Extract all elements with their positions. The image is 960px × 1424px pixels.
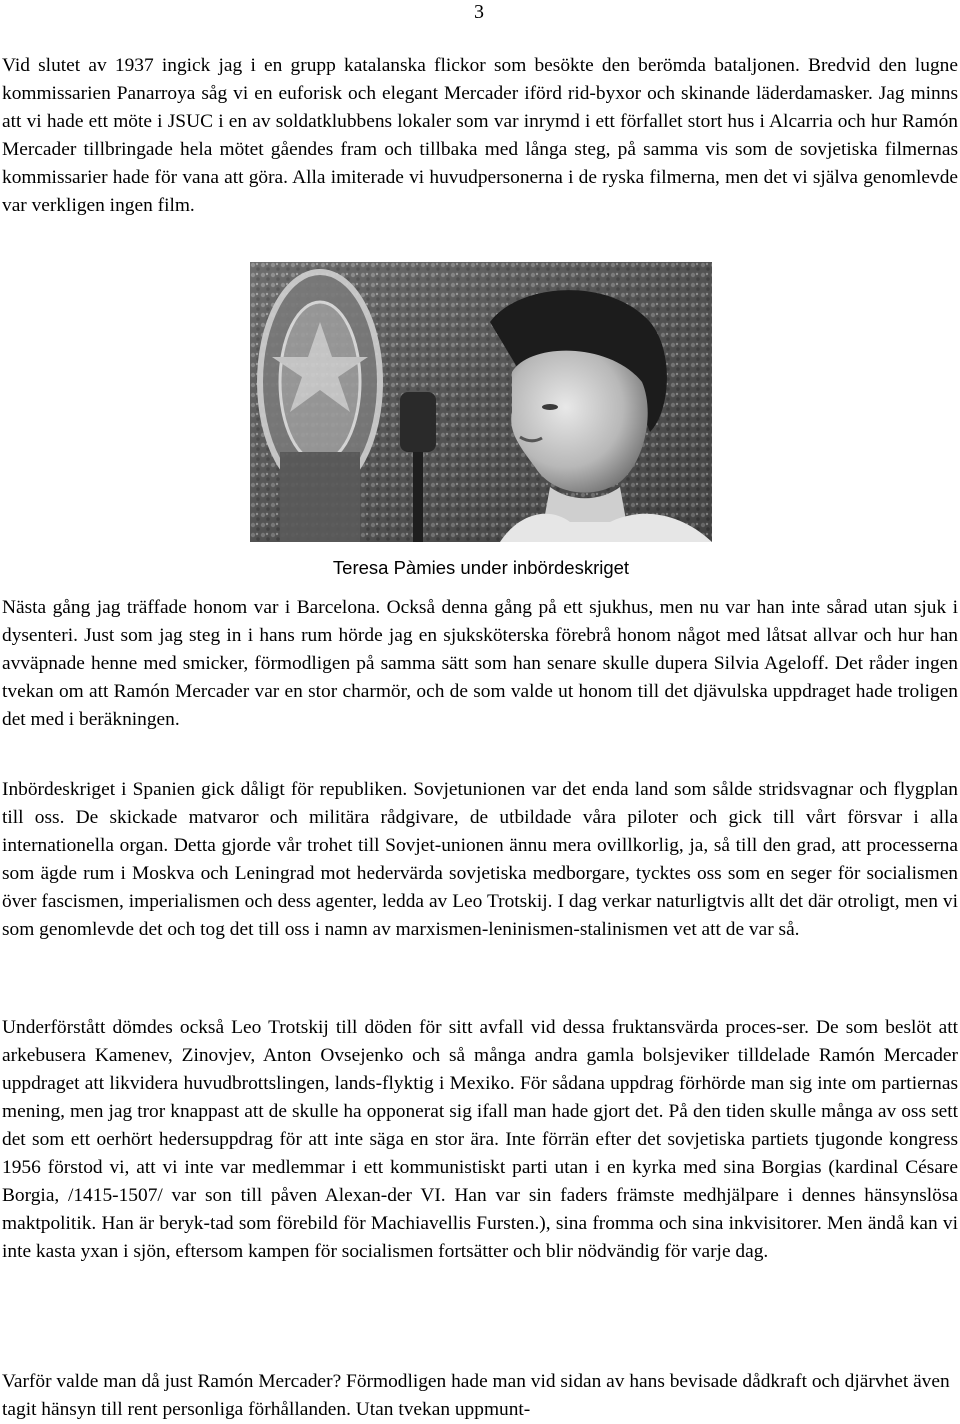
photo-teresa-pamies — [250, 262, 712, 542]
figure-caption: Teresa Pàmies under inbördeskriget — [332, 557, 630, 578]
paragraph-3: Inbördeskriget i Spanien gick dåligt för republiken. Sovjetunionen var det enda land som sålde stridsvagnar och flygplan till oss. De skickade matvaror och militära rådgivare, de utbildade våra piloter och gick till vårt försvar i alla internationella organ. Detta gjorde vår trohet till Sovjet-unionen ännu mera ovillkorlig, ja, så till den grad, att processerna som ägde rum i Moskva och Leningrad mot hedervärda sovjetiska medborgare, tycktes oss som en seger för socialismen över fascismen, imperialismen och dess agenter, ledda av Leo Trotskij. I dag verkar naturligtvis allt det där otroligt, men vi som genomlevde det och tog det till oss i namn av marxismen-leninismen-stalinismen vet att de var så. — [2, 779, 958, 940]
photo-illustration — [250, 262, 712, 542]
paragraph-2: Nästa gång jag träffade honom var i Barcelona. Också denna gång på ett sjukhus, men nu var han inte sårad utan sjuk i dysenteri. Just som jag steg in i hans rum hörde jag en sjuksköterska förebrå honom något med låtsat allvar och hur han avväpnade henne med smicker, förmodligen på samma sätt som han senare skulle dupera Silvia Ageloff. Det råder ingen tvekan om att Ramón Mercader var en stor charmör, och de som valde ut honom till det djävulska uppdraget hade troligen det med i beräkningen. — [2, 597, 958, 730]
paragraph-4: Underförstått dömdes också Leo Trotskij till döden för sitt avfall vid dessa fruktansvärda proces-ser. De som beslöt att arkebusera Kamenev, Zinovjev, Anton Ovsejenko och så många andra gamla bolsjeviker tilldelade Ramón Mercader uppdraget att likvidera huvudbrottslingen, lands-flyktig i Mexiko. För sådana uppdrag förhörde man sig inte om partiernas mening, men jag tror knappast att de skulle ha opponerat sig ifall man hade gjort det. På den tiden skulle många av oss sett det som ett oerhört hedersuppdrag för att inte säga en stor ära. Inte förrän efter det sovjetiska partiets tjugonde kongress 1956 förstod vi, att vi inte var medlemmar i ett kommunistiskt parti utan i en kyrka med sina Borgias (kardinal Césare Borgia, /1415-1507/ var son till påven Alexan-der VI. Han var sin faders främste medhjälpare i dennes hänsynslösa maktpolitik. Han är beryk-tad som förebild för Machiavellis Fursten.), sina fromma och sina inkvisitorer. Men ändå kan vi inte kasta yxan i sjön, eftersom kampen för socialismen fortsätter och blir nödvändig för varje dag. — [2, 1017, 958, 1262]
page-number: 3 — [474, 1, 484, 23]
paragraph-5: Varför valde man då just Ramón Mercader? Förmodligen hade man vid sidan av hans bevisade dådkraft och djärvhet även tagit hänsyn till rent personliga förhållanden. Utan tvekan uppmunt- — [2, 1371, 950, 1420]
paragraph-1: Vid slutet av 1937 ingick jag i en grupp katalanska flickor som besökte den berömda bataljonen. Bredvid den lugne kommissarien Panarroya såg vi en euforisk och elegant Mercader iförd rid-byxor och skinande läderdamasker. Jag minns att vi hade ett möte i JSUC i en av soldatklubbens lokaler som var inrymd i ett förfallet stort hus i Alcarria och hur Ramón Mercader tillbringade hela mötet gåendes fram och tillbaka med långa steg, på samma vis som de sovjetiska filmernas kommissarier hade för vana att göra. Alla imiterade vi huvudpersonerna i de ryska filmerna, men det vi själva genomlevde var verkligen ingen film. — [2, 55, 958, 216]
